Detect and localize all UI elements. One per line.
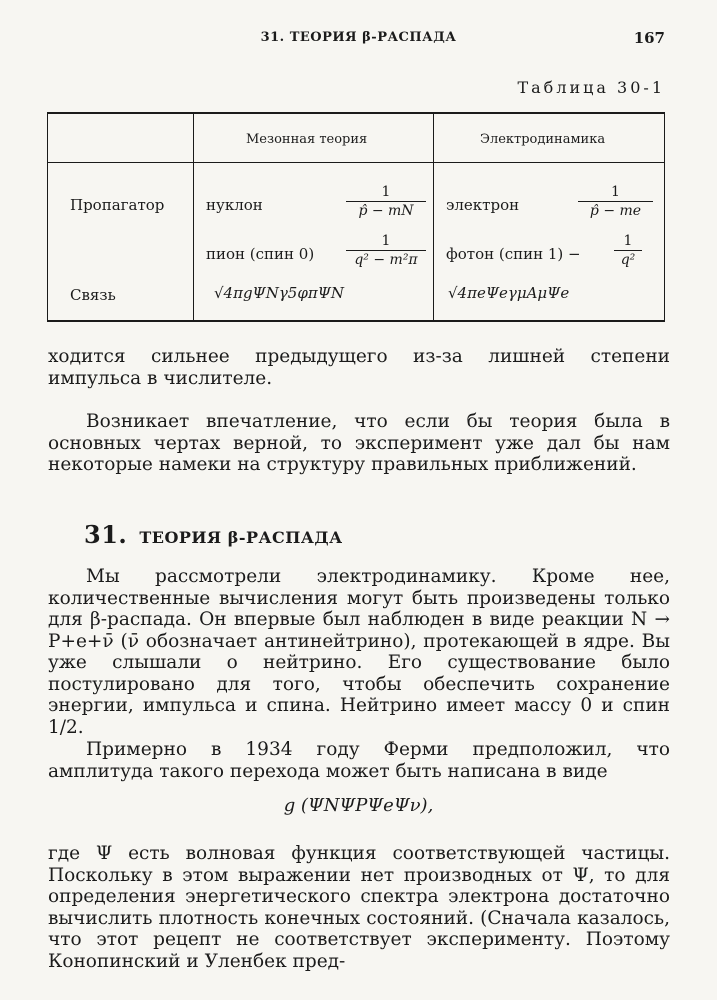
- table-divider-1: [193, 114, 194, 320]
- table-header-rule: [48, 162, 664, 163]
- table-caption: Таблица 30-1: [517, 78, 665, 97]
- paragraph-continuation: ходится сильнее предыдущего из-за лишней степени импульса в числителе.: [48, 346, 670, 389]
- fraction-bar: [346, 201, 426, 202]
- meson-propagator-nucleon-fraction: [346, 184, 426, 219]
- ed-propagator-photon-label: фотон (спин 1) −: [446, 245, 581, 263]
- fraction-denominator: q² − m²π: [354, 252, 418, 268]
- column-header-meson: Мезонная теория: [246, 132, 368, 147]
- section-title: ТЕОРИЯ β-РАСПАДА: [139, 528, 343, 547]
- meson-propagator-nucleon-label: нуклон: [206, 196, 263, 214]
- row-label-propagator: Пропагатор: [70, 196, 165, 214]
- fraction-numerator: 1: [611, 184, 620, 200]
- page-number: 167: [633, 29, 665, 47]
- fraction-denominator: p̂ − me: [589, 203, 642, 219]
- section-heading: [84, 520, 343, 549]
- paragraph-wavefunction: где Ψ есть волновая функция соответствующей частицы. Поскольку в этом выражении нет производных от Ψ, то для определения энергетического спектра электрона достаточно вычислить плотность конечных состояний. (Сначала казалось, что этот рецепт не соответствует эксперименту. Поэтому Конопинский и Уленбек пред-: [48, 843, 670, 972]
- paragraph-fermi: Примерно в 1934 году Ферми предположил, что амплитуда такого перехода может быть написана в виде: [48, 739, 670, 782]
- ed-propagator-electron-fraction: [578, 184, 653, 219]
- meson-propagator-pion-fraction: [346, 233, 426, 268]
- fraction-numerator: 1: [381, 184, 391, 200]
- section-number: 31.: [84, 520, 128, 549]
- row-label-coupling: Связь: [70, 286, 116, 304]
- running-title: 31. ТЕОРИЯ β-РАСПАДА: [260, 30, 457, 45]
- paragraph-impression: Возникает впечатление, что если бы теория была в основных чертах верной, то эксперимент уже дал бы нам некоторые намеки на структуру правильных приближений.: [48, 411, 670, 475]
- fraction-bar: [614, 250, 642, 251]
- meson-coupling: √4πgΨNγ5φπΨN: [214, 284, 344, 302]
- fraction-numerator: 1: [623, 233, 633, 249]
- meson-propagator-pion-label: пион (спин 0): [206, 245, 315, 263]
- fermi-amplitude-formula: g (ΨNΨPΨeΨν),: [283, 795, 434, 816]
- ed-propagator-photon-fraction: [614, 233, 642, 268]
- paragraph-beta-decay-intro: Мы рассмотрели электродинамику. Кроме нее, количественные вычисления могут быть произведены только для β-распада. Он впервые был наблюден в виде реакции N → P+e+ν̄ (ν̄ обозначает антинейтрино), протекающей в ядре. Вы уже слышали о нейтрино. Его существование было постулировано для того, чтобы обеспечить сохранение энергии, импульса и спина. Нейтрино имеет массу 0 и спин 1/2.: [48, 566, 670, 738]
- comparison-table: [47, 112, 665, 322]
- fraction-bar: [578, 201, 653, 202]
- column-header-electrodynamics: Электродинамика: [480, 132, 606, 147]
- fraction-denominator: q²: [620, 252, 636, 268]
- ed-propagator-electron-label: электрон: [446, 196, 520, 214]
- fraction-denominator: p̂ − mN: [358, 203, 414, 219]
- ed-coupling: √4πeΨeγμAμΨe: [448, 284, 570, 302]
- fraction-bar: [346, 250, 426, 251]
- table-divider-2: [433, 114, 434, 320]
- fraction-numerator: 1: [381, 233, 391, 249]
